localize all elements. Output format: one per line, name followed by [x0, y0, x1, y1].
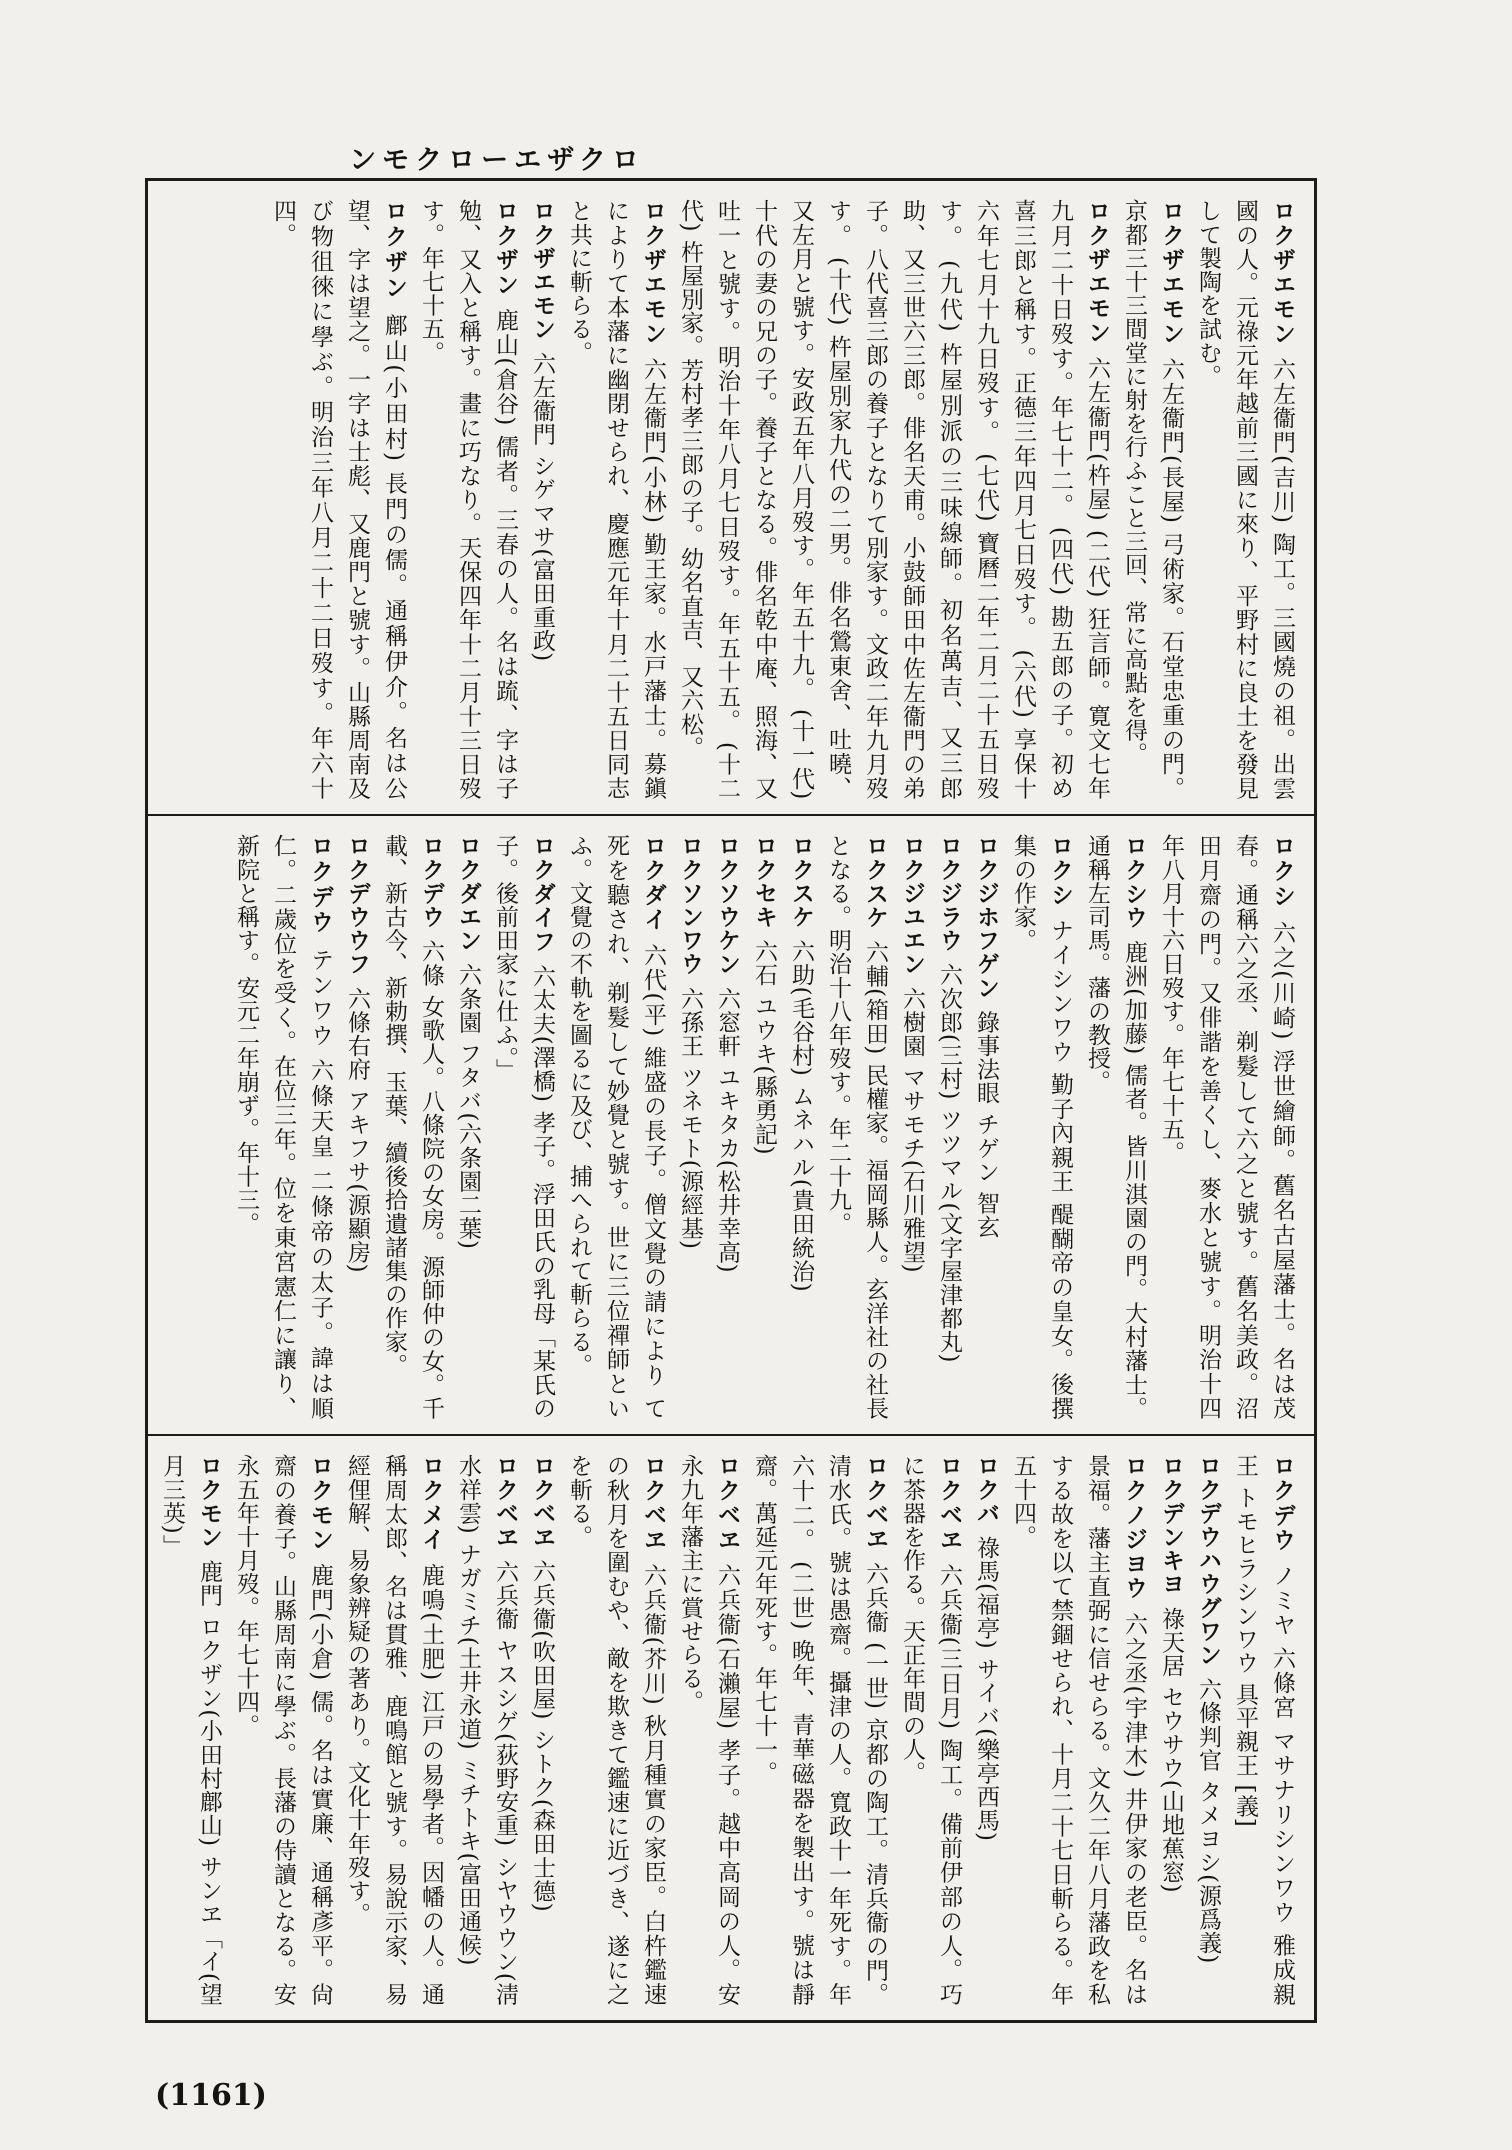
entry-headword: ロクデウウフ — [344, 834, 370, 976]
entry-headword: ロクザン — [381, 199, 407, 301]
entry-body: 六石 ユウキ(縣勇記) — [751, 939, 777, 1156]
entry-headword: ロクダイ — [640, 834, 666, 932]
dictionary-entry — [1189, 1454, 1226, 2006]
entry-headword: ロクザエモン — [1269, 199, 1295, 346]
entry-headword: ロクメイ — [418, 1454, 444, 1552]
entry-headword: ロクザエモン — [529, 199, 555, 341]
entry-body: 六助(毛谷村) ムネハル(貴田統治) — [788, 939, 814, 1293]
entry-body: 六太夫(澤橋) 孝子。浮田氏の乳母「某氏の子。後前田家に仕ふ。」 — [492, 834, 555, 1420]
dictionary-entry — [338, 834, 375, 1420]
running-head: ロクザエーロクモン — [349, 145, 645, 176]
dictionary-entry — [264, 199, 412, 800]
entry-headword: ロクザン — [492, 199, 518, 297]
tier-middle — [148, 816, 1314, 1436]
entry-body: 鹿門(小倉) 儒。名は實廉、通稱彥平。尙齋の養子。山縣周南に學ぶ。長藩の侍讀となる。安永五年十月歿。年七十四。 — [233, 1454, 333, 2006]
dictionary-entry — [227, 1454, 338, 2006]
entry-body: テンワウ 六條天皇 二條帝の太子。諱は順仁。二歲位を受く。在位三年。位を東宮憲仁に讓り、新院と稱す。安元二年崩ず。年十三。 — [233, 834, 333, 1420]
tier-upper — [148, 181, 1314, 816]
entry-body: 六条園 フタバ(六条園二葉) — [455, 962, 481, 1250]
entry-headword: ロクシ — [1269, 834, 1295, 909]
entry-headword: ロクデウ — [418, 834, 444, 929]
entry-body: 六左衞門(杵屋) (二代) 狂言師。寛文七年九月二十日歿す。年七十二。 (四代) 勘五郎の子。初め喜三郎と稱す。正德三年四月七日歿す。 (六代) 享保十六年七月十九日歿す。 (七代) 寶曆二年二月二十五日歿す。 (九代) 杵屋別派の三味線師。初名萬吉、又三郎助、又三世六三郎。俳名天甫。小鼓師田中佐左衞門の弟子。八代喜三郎の養子となりて別家す。文政二年九月歿す。 (十代) 杵屋別家九代の二男。俳名鶯東舍、吐曉、又左月と號す。安政五年八月歿す。年五十九。 (十一代) 十代の妻の兄の子。養子となる。俳名乾中庵、照海、又吐一と號す。明治十年八月七日歿す。年五十五。 (十二代) 杵屋別家。芳村孝三郎の子。幼名直吉、又六松。 — [677, 199, 1110, 800]
entry-body: 鄜山(小田村) 長門の儒。通稱伊介。名は公望、字は望之。一字は士彪、又鹿門と號す。山縣周南及び物徂徠に學ぶ。明治三年八月二十二日歿す。年六十四。 — [270, 199, 407, 800]
dictionary-entry — [486, 834, 560, 1420]
entry-headword: ロクセキ — [751, 834, 777, 929]
entry-headword: ロクザエモン — [1158, 199, 1184, 346]
entry-headword: ロクモン — [307, 1454, 333, 1552]
entry-headword: ロクシ — [1047, 834, 1073, 907]
entry-headword: ロクダエン — [455, 834, 481, 952]
entry-body: 鹿門 ロクザン(小田村鄜山) サンヱ「イ(望月三英)」 — [159, 1454, 222, 2006]
dictionary-entry — [1004, 834, 1078, 1420]
entry-body: 六左衞門(吉川) 陶工。三國燒の祖。出雲國の人。元祿元年越前三國に來り、平野村に良土を發見して製陶を試む。 — [1195, 199, 1295, 800]
dictionary-entry — [745, 834, 782, 1420]
entry-headword: ロクベヱ — [714, 1454, 740, 1552]
dictionary-entry — [1115, 199, 1189, 800]
dictionary-entry — [153, 1454, 227, 2006]
dictionary-entry — [671, 1454, 745, 2006]
dictionary-entry — [523, 199, 560, 800]
entry-headword: ロクデンキヨ — [1158, 1454, 1184, 1596]
entry-headword: ロクベヱ — [640, 1454, 666, 1552]
entry-headword: ロクバ — [973, 1454, 999, 1525]
dictionary-entry — [1078, 834, 1152, 1420]
entry-headword: ロクベヱ — [862, 1454, 888, 1551]
dictionary-entry — [782, 834, 819, 1420]
entry-body: 六兵衞 ヤスシゲ(荻野安重) シヤウウン(淸水祥雲) ナガミチ(土井永道) ミチトキ(富田通候) — [455, 1454, 518, 2006]
dictionary-entry — [523, 1454, 560, 2006]
entry-headword: ロクベヱ — [936, 1454, 962, 1552]
entry-body: ナイシンワウ 勤子內親王 醍醐帝の皇女。後撰集の作家。 — [1010, 834, 1073, 1420]
tier-columns — [162, 834, 1300, 1420]
entry-body: 六孫王 ツネモト(源經基) — [677, 986, 703, 1250]
dictionary-entry — [1152, 1454, 1189, 2006]
entry-body: 六左衞門(小林) 勤王家。水戸藩士。募鎭によりて本藩に幽閉せられ、慶應元年十月二十五日同志と共に斬らる。 — [566, 199, 666, 800]
entry-headword: ロクソウケン — [714, 834, 740, 976]
entry-body: 六條判官 タメヨシ(源爲義) — [1195, 1677, 1221, 1964]
entry-headword: ロクスケ — [862, 834, 888, 930]
entry-headword: ロクデウ — [307, 834, 333, 936]
entry-headword: ロクジラウ — [936, 834, 962, 952]
dictionary-entry — [967, 1454, 1004, 2006]
entry-body: 祿天居 セウサウ(山地蕉窓) — [1158, 1606, 1184, 1894]
tier-lower — [148, 1436, 1314, 2020]
entry-body: 鹿洲(加藤) 儒者。皆川淇園の門。大村藩士。通稱左司馬。藩の教授。 — [1084, 834, 1147, 1420]
dictionary-entry — [412, 199, 523, 800]
dictionary-entry — [708, 834, 745, 1420]
entry-body: 鹿山(倉谷) 儒者。三春の人。名は䟽、字は子勉、又入と稱す。畫に巧なり。天保四年十二月十三日歿す。年七十五。 — [418, 199, 518, 800]
entry-headword: ロクジホフゲン — [973, 834, 999, 1000]
entry-body: 六代(平) 維盛の長子。僧文覺の請により て死を聽され、剃髮して妙覺と號す。世に三位禪師といふ。文覺の不軌を圖るに及び、捕へられて斬らる。 — [566, 834, 666, 1420]
dictionary-entry — [819, 834, 893, 1420]
entry-body: 祿馬(福亭) サイバ(樂亭西馬) — [973, 1535, 999, 1842]
dictionary-entry — [375, 834, 449, 1420]
dictionary-entry — [560, 834, 671, 1420]
entry-body: 六兵衞(芥川) 秋月種實の家臣。白杵鑑速の秋月を圍むや、敵を欺きて鑑速に近づき、遂に之を斬る。 — [566, 1454, 666, 2006]
dictionary-entry — [1189, 199, 1300, 800]
entry-headword: ロクジユエン — [899, 834, 925, 976]
entry-body: 六之丞(宇津木) 井伊家の老臣。名は景福。藩主直弼に信せらる。文久二年八月藩政を私する故を以て禁錮せられ、十月二十七日斬らる。年五十四。 — [1010, 1454, 1147, 2006]
dictionary-entry — [560, 1454, 671, 2006]
entry-body: 六之(川崎) 浮世繪師。舊名古屋藩士。名は茂春。通稱六之丞、剃髮して六之と號す。舊名美政。沼田月齋の門。又俳諧を善くし、麥水と號す。明治十四年八月十六日歿す。年七十五。 — [1158, 834, 1295, 1420]
entry-body: 錄事法眼 チゲン 智玄 — [973, 1010, 999, 1239]
entry-body: 六兵衞(石瀨屋) 孝子。越中高岡の人。安永九年藩主に賞せらる。 — [677, 1454, 740, 2006]
entry-headword: ロクノジヨウ — [1121, 1454, 1147, 1601]
entry-headword: ロクスケ — [788, 834, 814, 929]
entry-body: 六左衞門(長屋) 弓術家。石堂忠重の門。京都三十三間堂に射を行ふこと三回、常に高點を得。 — [1121, 199, 1184, 800]
dictionary-entry — [967, 834, 1004, 1420]
page-number: (1161) — [155, 2078, 267, 2113]
entry-body: 六次郎(三村) ツツマル(文字屋津都丸) — [936, 962, 962, 1364]
entry-headword: ロクベヱ — [529, 1454, 555, 1549]
dictionary-entry — [560, 199, 671, 800]
dictionary-entry — [449, 1454, 523, 2006]
dictionary-entry — [671, 834, 708, 1420]
entry-body: 六條 女歌人。八條院の女房。源師仲の女。千載、新古今、新勅撰、玉葉、續後拾遺諸集の作家。 — [381, 834, 444, 1420]
tier-columns — [162, 199, 1300, 800]
dictionary-entry — [338, 1454, 449, 2006]
entry-headword: ロクザエモン — [640, 199, 666, 346]
entry-body: 六兵衞(吹田屋) シトク(森田士德) — [529, 1559, 555, 1913]
dictionary-entry — [1226, 1454, 1300, 2006]
entry-body: 六兵衞(三日月) 陶工。備前伊部の人。巧に茶器を作る。天正年間の人。 — [899, 1454, 962, 2006]
text-frame — [145, 178, 1317, 2023]
entry-headword: ロクモン — [196, 1454, 222, 1549]
entry-headword: ロクベヱ — [492, 1454, 518, 1549]
entry-body: 六條右府 アキフサ(源顯房) — [344, 986, 370, 1274]
entry-body: 六兵衞 (一世) 京都の陶工。清兵衞の門。清水氏。號は愚齋。攝津の人。寬政十一年死す。年六十二。 (二世) 晚年、青華磁器を製出す。號は靜齋。萬延元年死す。年七十一。 — [751, 1454, 888, 2006]
dictionary-entry — [930, 834, 967, 1420]
tier-columns — [159, 1454, 1300, 2006]
entry-body: 六左衞門 シゲマサ(富田重政) — [529, 351, 555, 662]
dictionary-entry — [893, 834, 930, 1420]
entry-headword: ロクデウハウグワン — [1195, 1454, 1221, 1667]
dictionary-entry — [893, 1454, 967, 2006]
entry-headword: ロクデウ — [1269, 1454, 1295, 1553]
entry-body: ノミヤ 六條宮 マサナリシンワウ 雅成親王 トモヒラシンワウ 具平親王 [義] — [1232, 1454, 1295, 2006]
entry-body: 六輔(箱田) 民權家。福岡縣人。玄洋社の社長となる。明治十八年歿す。年二十九。 — [825, 834, 888, 1420]
entry-headword: ロクザエモン — [1084, 199, 1110, 345]
dictionary-entry — [449, 834, 486, 1420]
dictionary-entry — [1004, 1454, 1152, 2006]
entry-body: 六窓軒 ユキタカ(松井幸高) — [714, 986, 740, 1274]
dictionary-entry — [745, 1454, 893, 2006]
entry-headword: ロクシウ — [1121, 834, 1147, 930]
entry-body: 鹿鳴(土肥) 江戸の易學者。因幡の人。通稱周太郎、名は貫雅、鹿鳴館と號す。易說示家、易經俚解、易象辨疑の著あり。文化十年歿す。 — [344, 1454, 444, 2006]
dictionary-entry — [1152, 834, 1300, 1420]
dictionary-entry — [227, 834, 338, 1420]
entry-body: 六樹園 マサモチ(石川雅望) — [899, 986, 925, 1274]
entry-headword: ロクダイフ — [529, 834, 555, 954]
entry-headword: ロクソンワウ — [677, 834, 703, 976]
dictionary-entry — [671, 199, 1115, 800]
